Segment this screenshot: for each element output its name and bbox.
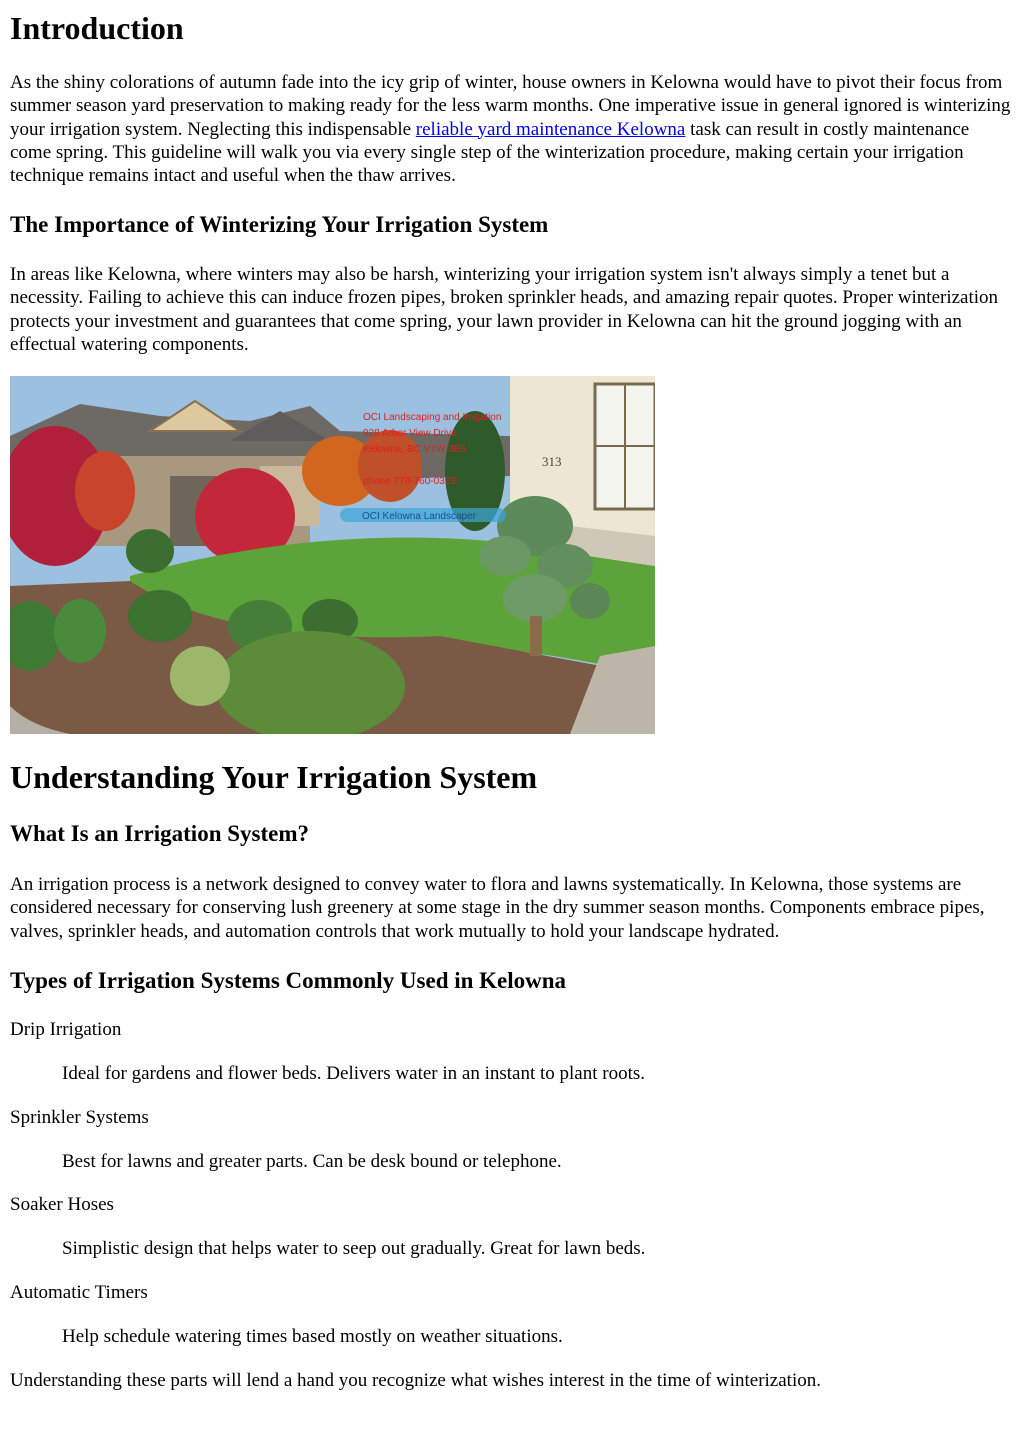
landscaping-photo bbox=[10, 376, 655, 734]
what-is-heading: What Is an Irrigation System? bbox=[10, 821, 310, 846]
photo-overlay-phone: phone 778-760-0323 bbox=[363, 476, 456, 487]
list-item-desc: Best for lawns and greater parts. Can be desk bound or telephone. bbox=[62, 1151, 562, 1172]
list-item-desc: Help schedule watering times based mostly on weather situations. bbox=[62, 1326, 563, 1347]
list-item-term: Automatic Timers bbox=[10, 1282, 148, 1303]
yard-maintenance-link[interactable]: reliable yard maintenance Kelowna bbox=[415, 118, 686, 140]
list-item-term: Soaker Hoses bbox=[10, 1194, 114, 1215]
landscaping-photo-illustration bbox=[10, 376, 655, 734]
photo-overlay-tag: OCI Kelowna Landscaper bbox=[362, 511, 476, 522]
types-closing-paragraph: Understanding these parts will lend a hand you recognize what wishes interest in the time of winterization. bbox=[10, 1370, 821, 1391]
list-item-desc: Ideal for gardens and flower beds. Delivers water in an instant to plant roots. bbox=[62, 1063, 646, 1084]
list-item-term: Drip Irrigation bbox=[10, 1019, 122, 1040]
photo-overlay-company: OCI Landscaping and Irrigation bbox=[363, 412, 502, 423]
types-heading: Types of Irrigation Systems Commonly Used in Kelowna bbox=[10, 968, 567, 993]
list-item-desc: Simplistic design that helps water to seep out gradually. Great for lawn beds. bbox=[62, 1238, 646, 1259]
understanding-heading: Understanding Your Irrigation System bbox=[10, 759, 538, 795]
photo-overlay-city: Kelowna, BC V1W 3B6 bbox=[363, 444, 466, 455]
importance-paragraph: In areas like Kelowna, where winters may also be harsh, winterizing your irrigation system isn't always simply a tenet but a necessity. Failing to achieve this can induce frozen pipes, broken sprinkler heads, and amazing repair quotes. Proper winterization protects your investment and guarantees that come spring, your lawn provider in Kelowna can hit the ground jogging with an effectual watering components. bbox=[10, 264, 999, 355]
what-is-paragraph: An irrigation process is a network designed to convey water to flora and lawns systematically. In Kelowna, those systems are considered necessary for conserving lush greenery at some stage in the dry summer season months. Components embrace pipes, valves, sprinkler heads, and automation controls that work mutually to hold your landscape hydrated. bbox=[10, 874, 985, 942]
importance-heading: The Importance of Winterizing Your Irrigation System bbox=[10, 212, 549, 237]
intro-text-before-link: As the shiny colorations of autumn fade into the icy grip of winter, house owners in Kelowna would have to pivot their focus from summer season yard preservation to making ready for the less warm months. One imperative issue in general ignored is winterizing your irrigation system. Neglecting this indispensable bbox=[10, 72, 1011, 140]
house-number: 313 bbox=[542, 454, 562, 469]
intro-text-after-link: task can result in costly maintenance come spring. This guideline will walk you via every single step of the winterization procedure, making certain your irrigation technique remains intact and useful when the thaw arrives. bbox=[10, 118, 970, 187]
list-item-term: Sprinkler Systems bbox=[10, 1107, 149, 1128]
intro-paragraph bbox=[10, 71, 1014, 187]
intro-heading: Introduction bbox=[10, 10, 184, 46]
photo-overlay-address: 928 Arbor View Drive bbox=[363, 428, 457, 439]
